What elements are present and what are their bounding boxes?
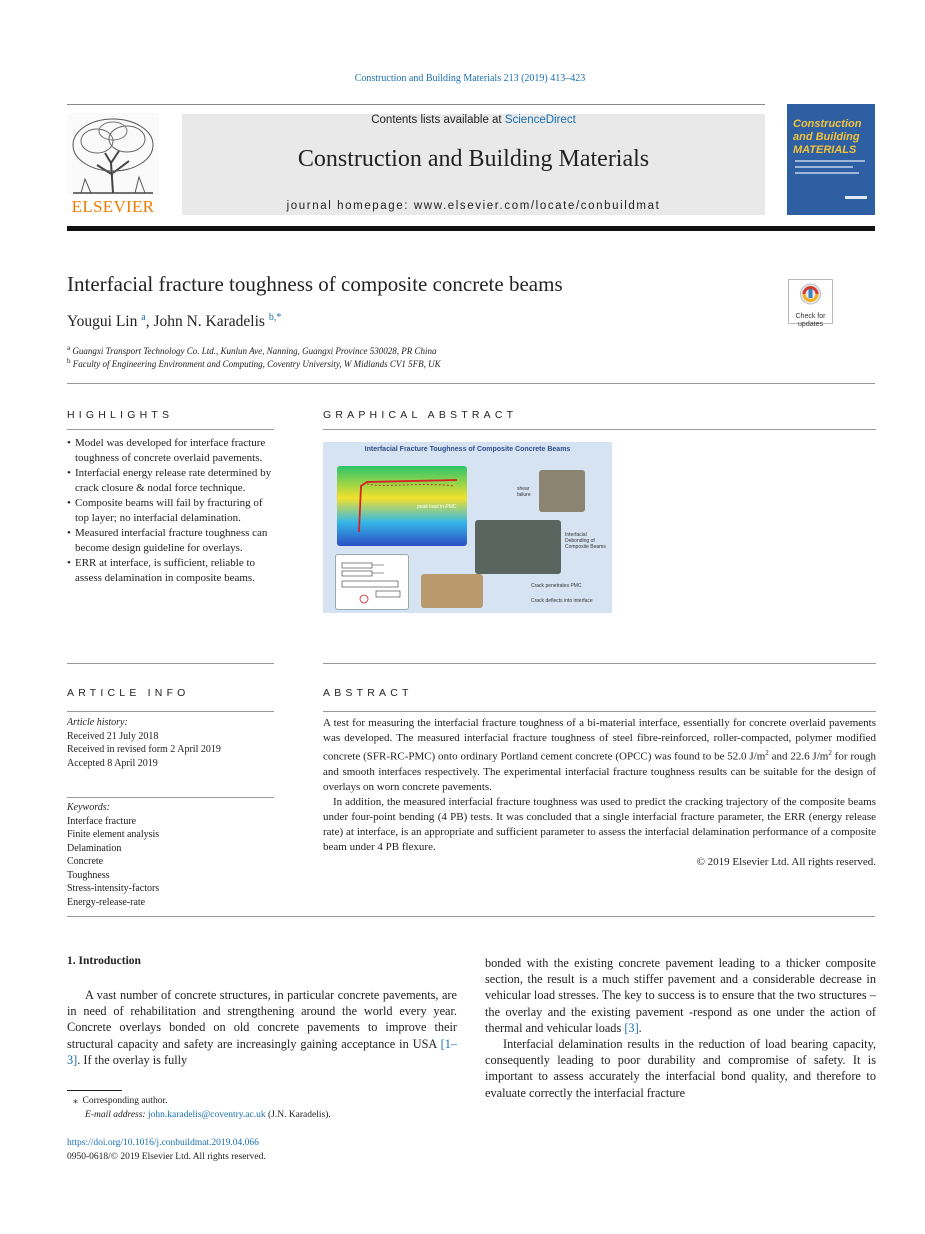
affiliation-link[interactable]: b,* [268, 312, 282, 323]
ga-shear-label: shear failure [517, 486, 531, 498]
cover-title: Construction and Building MATERIALS [793, 118, 862, 156]
keyword: Concrete [67, 856, 104, 867]
highlights-heading: HIGHLIGHTS [67, 409, 174, 421]
author-name[interactable]: John N. Karadelis [153, 313, 265, 331]
corresponding-author-note: ⁎ Corresponding author. [73, 1096, 168, 1106]
abstract-paragraph: In addition, the measured interfacial fracture toughness was used to predict the cracking trajectory of the composite beams under four-point bending (4 PB) tests. It was concluded that a single interfacial fracture parameter, the ERR (energy release rate) at interface, is an appropriate and sufficient parameter to assess the interfacial delamination performance of a composite beam under 4 PB flexure. [323, 795, 876, 853]
intro-right-column [485, 955, 876, 1101]
publication-info [67, 1136, 457, 1164]
highlight-item: • ERR at interface, is sufficient, reliable to assess delamination in composite beams. [67, 556, 277, 586]
sciencedirect-link[interactable]: ScienceDirect [504, 114, 576, 126]
highlight-item: • Measured interfacial fracture toughness can become design guideline for overlays. [67, 526, 277, 556]
email-note: E-mail address: john.karadelis@coventry.ac.uk (J.N. Karadelis). [85, 1110, 331, 1120]
affiliation-link[interactable]: a [141, 312, 146, 323]
issn-copyright: 0950-0618/© 2019 Elsevier Ltd. All rights reserved. [67, 1152, 266, 1162]
keyword: Toughness [67, 869, 110, 881]
contents-available-line: Contents lists available at ScienceDirect [371, 114, 576, 126]
affiliation: $^a$ Guangxi Transport Technology Co. Ltd., Kunlun Ave, Nanning, Guangxi Province 530028, PR China [67, 344, 437, 356]
journal-homepage: journal homepage: www.elsevier.com/locate/conbuildmat [286, 200, 661, 212]
beam-schematic-icon [336, 555, 408, 609]
article-title: Interfacial fracture toughness of composite concrete beams [67, 272, 563, 296]
ga-crack-label-1: Crack penetrates PMC [531, 583, 582, 589]
graphical-abstract-heading: GRAPHICAL ABSTRACT [323, 409, 518, 421]
author-list: Yougui Lin $^a$, John N. Karadelis $^{b,*}$ [67, 312, 282, 331]
elsevier-wordmark: ELSEVIER [71, 197, 155, 216]
journal-cover-thumbnail[interactable] [787, 104, 875, 215]
author-name[interactable]: Yougui Lin [67, 313, 138, 331]
header-thick-rule [67, 226, 875, 231]
intro-paragraph: bonded with the existing concrete pavement leading to a thicker composite section, the result is a much stiffer pavement and a considerable decrease in vehicular load stresses. The key to success is to ensure that the two structures – the overlay and the existing pavement -respond as one under the action of thermal and vehicular loads [3]. [485, 956, 876, 1035]
keyword: Stress-intensity-factors [67, 883, 160, 894]
abstract-heading: ABSTRACT [323, 687, 413, 699]
reference-link[interactable]: [1–3] [67, 1036, 457, 1067]
keywords [67, 801, 277, 909]
footnotes [67, 1094, 457, 1122]
intro-paragraph: Interfacial delamination results in the reduction of load bearing capacity, consequently leading to poor durability and compromise of safety. It is important to assess accurately the interfacial bond quality, and therefore to evaluate correctly the interfacial fracture [485, 1037, 876, 1100]
homepage-link[interactable]: www.elsevier.com/locate/conbuildmat [413, 200, 661, 212]
ga-schematic [335, 554, 409, 610]
crossmark-label: Check for updates [795, 313, 826, 328]
journal-citation[interactable]: Construction and Building Materials 213 (2019) 413–423 [354, 73, 586, 84]
highlight-item: • Composite beams will fail by fracturing of top layer; no interfacial delamination. [67, 496, 277, 526]
abstract-text [323, 716, 876, 870]
affiliation: $^b$ Faculty of Engineering Environment and Computing, Coventry University, W Midlands CV1 5FB, UK [67, 357, 441, 369]
highlight-item: • Interfacial energy release rate determined by crack closure & nodal force technique. [67, 466, 277, 496]
keyword: Finite element analysis [67, 829, 160, 840]
abstract-copyright: © 2019 Elsevier Ltd. All rights reserved. [696, 855, 876, 868]
ga-crack-label-2: Crack deflects into interface [531, 598, 593, 604]
keyword: Interface fracture [67, 815, 137, 827]
ga-specimen-photo [421, 574, 483, 608]
ga-test-rig-photo [475, 520, 561, 574]
crossmark-icon [789, 280, 832, 308]
keywords-label: Keywords: [67, 802, 110, 813]
article-history [67, 716, 277, 770]
history-item: Received in revised form 2 April 2019 [67, 744, 221, 755]
history-item: Accepted 8 April 2019 [67, 757, 158, 769]
history-item: Received 21 July 2018 [67, 730, 159, 742]
intro-left-column [67, 987, 457, 1068]
ga-debond-label: Interfacial Debonding of Composite Beams [565, 532, 606, 550]
doi-link[interactable]: https://doi.org/10.1016/j.conbuildmat.2019.04.066 [67, 1138, 259, 1148]
title-rule [67, 383, 875, 384]
email-link[interactable]: john.karadelis@coventry.ac.uk [147, 1110, 266, 1120]
elsevier-logo[interactable] [67, 113, 159, 217]
abstract-paragraph: A test for measuring the interfacial fracture toughness of a bi-material interface, essentially for concrete overlaid pavements was developed. The measured interfacial fracture toughness of steel fibre-reinforced, roller-compacted, polymer modified concrete (SFR-RC-PMC) onto ordinary Portland cement concrete (OPCC) was found to be 52.0 $J/m^2$ and 22.6 $J/m^2$ for rough and smooth interfaces respectively. The experimental interfacial fracture toughness results can be suitable for the design of overlays on worn concrete pavements. [323, 717, 876, 793]
ga-figure-title: Interfacial Fracture Toughness of Composite Concrete Beams [364, 446, 571, 453]
article-info-heading: ARTICLE INFO [67, 687, 190, 699]
journal-title[interactable]: Construction and Building Materials [297, 146, 650, 172]
graphical-abstract-figure[interactable] [323, 442, 612, 613]
highlights-list [67, 436, 277, 586]
introduction-heading: 1. Introduction [67, 955, 141, 967]
keyword: Energy-release-rate [67, 896, 146, 908]
highlight-item: • Model was developed for interface fracture toughness of concrete overlaid pavements. [67, 436, 277, 466]
footnote-rule [67, 1090, 122, 1091]
check-for-updates-badge[interactable] [788, 279, 833, 328]
reference-link[interactable]: [3] [624, 1020, 639, 1035]
intro-paragraph: A vast number of concrete structures, in particular concrete pavements, are in need of rehabilitation and strengthening around the world every year. Concrete overlays bonded on old concrete pavements to improve their structural capacity and safety are increasingly gaining acceptance in USA [1–3]. If the overlay is fully [67, 988, 457, 1067]
keyword: Delamination [67, 842, 122, 854]
ga-shear-photo [539, 470, 585, 512]
history-label: Article history: [67, 717, 128, 728]
header-top-rule [67, 104, 765, 105]
ga-peak-label: peak load in PMC [417, 504, 457, 510]
